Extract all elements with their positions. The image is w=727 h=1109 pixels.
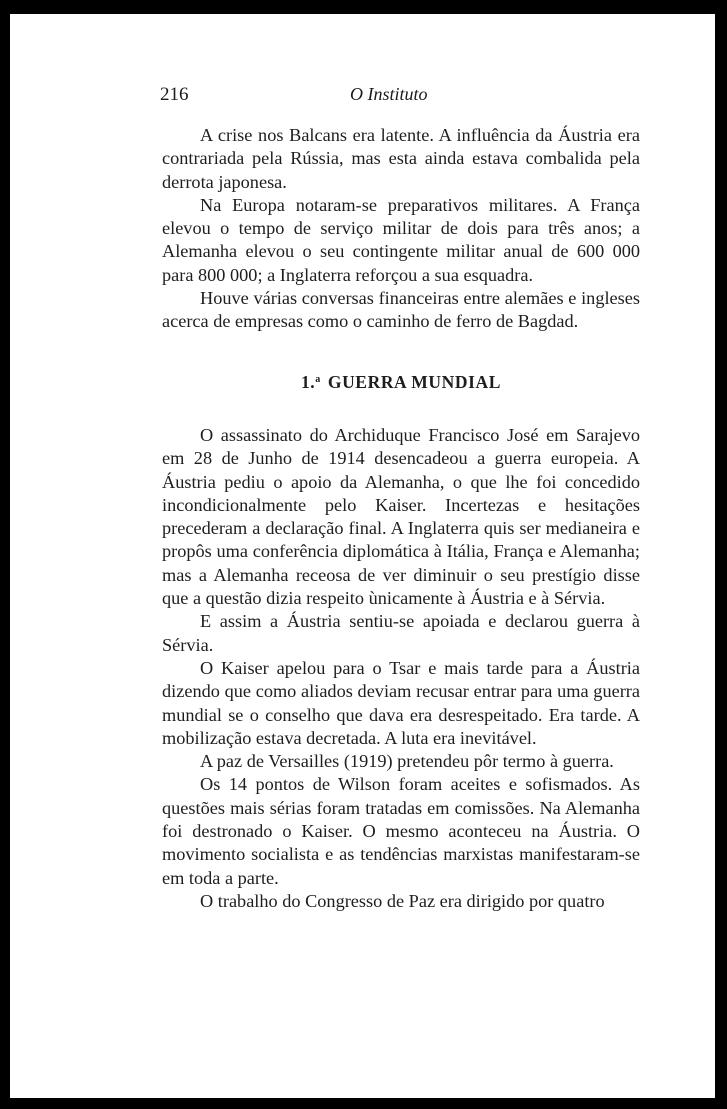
- section-heading: [162, 368, 640, 394]
- section-ordinal: a: [315, 373, 321, 385]
- running-title: O Instituto: [350, 84, 428, 104]
- paragraph: E assim a Áustria sentiu-se apoiada e declarou guerra à Sérvia.: [162, 611, 640, 655]
- paragraph: A crise nos Balcans era latente. A influência da Áustria era contrariada pela Rússia, mas esta ainda estava combalida pela derrota japonesa.: [162, 125, 640, 192]
- book-page: [10, 14, 715, 1098]
- section-title: GUERRA MUNDIAL: [327, 371, 502, 392]
- section-number: 1.: [300, 371, 316, 392]
- paragraph: Houve várias conversas financeiras entre alemães e ingleses acerca de empresas como o caminho de ferro de Bagdad.: [162, 288, 640, 332]
- page-number: 216: [160, 84, 189, 105]
- page-header: [10, 84, 715, 108]
- paragraph: O assassinato do Archiduque Francisco José em Sarajevo em 28 de Junho de 1914 desencadeou a guerra europeia. A Áustria pediu o apoio da Alemanha, o que lhe foi concedido incondicionalmente pelo Kaiser. Incertezas e hesitações precederam a declaração final. A Inglaterra quis ser medianeira e propôs uma conferência diplomática à Itália, França e Alemanha; mas a Alemanha receosa de ver diminuir o seu prestígio disse que a questão dizia respeito ùnicamente à Áustria e à Sérvia.: [162, 424, 640, 609]
- paragraph: A paz de Versailles (1919) pretendeu pôr termo à guerra.: [200, 751, 614, 772]
- body-text: [162, 124, 640, 913]
- paragraph: O trabalho do Congresso de Paz era dirigido por quatro: [200, 890, 605, 911]
- paragraph: Os 14 pontos de Wilson foram aceites e sofismados. As questões mais sérias foram tratadas em comissões. Na Alemanha foi destronado o Kaiser. O mesmo aconteceu na Áustria. O movimento socialista e as tendências marxistas manifestaram-se em toda a parte.: [162, 774, 640, 888]
- paragraph: O Kaiser apelou para o Tsar e mais tarde para a Áustria dizendo que como aliados deviam recusar entrar para uma guerra mundial se o conselho que dava era desrespeitado. Era tarde. A mobilização estava decretada. A luta era inevitável.: [162, 657, 640, 748]
- paragraph: Na Europa notaram-se preparativos militares. A França elevou o tempo de serviço militar de dois para três anos; a Alemanha elevou o seu contingente militar anual de 600 000 para 800 000; a Inglaterra reforçou a sua esquadra.: [162, 194, 640, 285]
